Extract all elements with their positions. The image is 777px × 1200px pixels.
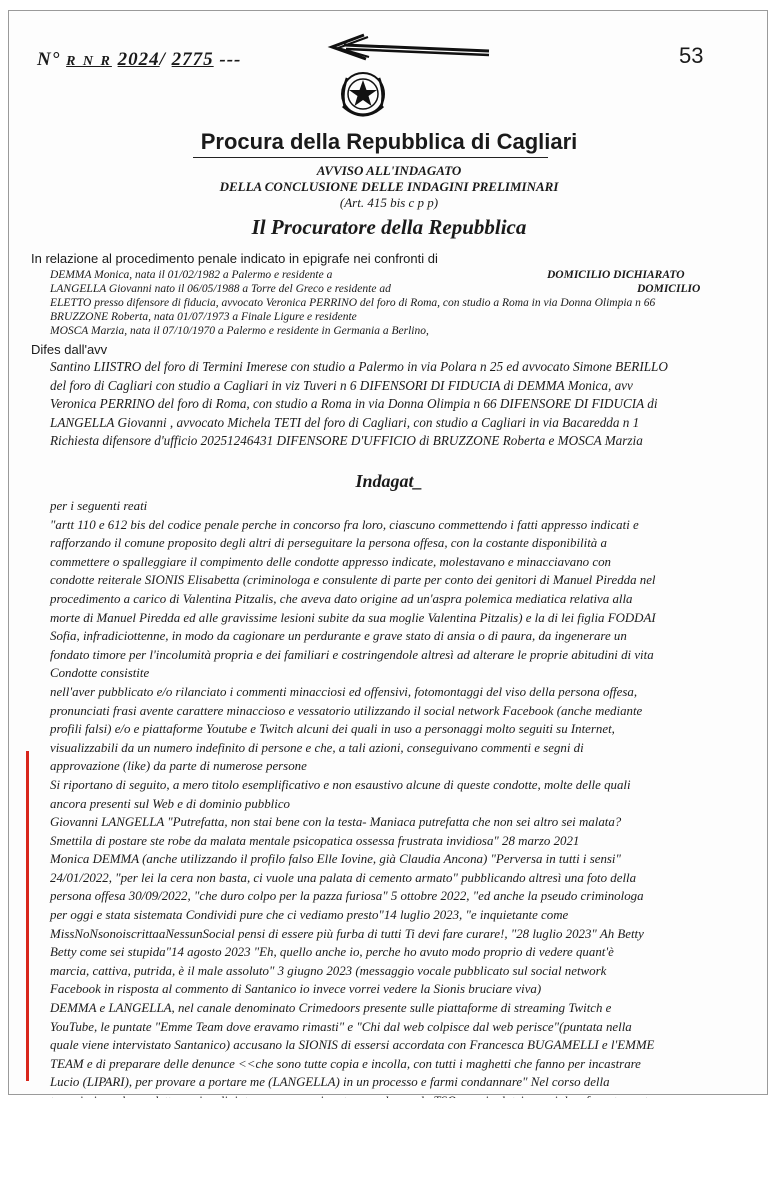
defenders-line: Richiesta difensore d'ufficio 20251246431 DIFENSORE D'UFFICIO di BRUZZONE Roberta e MOSCA Marzia bbox=[50, 433, 643, 449]
charges-line: Sofia, infradiciottenne, in modo da cagionare un perdurante e grave stato di ansia o di paura, da ingenerare un bbox=[50, 629, 627, 644]
charges-line: profili falsi) e/o e piattaforme Youtube e Twitch alcuni dei quali in uso a personaggi molto seguiti su Internet, bbox=[50, 722, 615, 737]
charges-line: TEAM e di preparare delle denunce <<che sono tutte copia e incolla, con tutti i maghetti che fanno per incastrare bbox=[50, 1056, 641, 1071]
charges-line: persona offesa 30/09/2022, "che duro colpo per la pazza furiosa" 5 ottobre 2022, "ed anche la pseudo criminologa bbox=[50, 889, 644, 904]
charges-line: quale viene intervistato Santanico) accusano la SIONIS di essersi accordata con Francesca BUGAMELLI e l'EMME bbox=[50, 1038, 655, 1053]
charges-line: approvazione (like) da parte di numerose persone bbox=[50, 759, 307, 774]
protocol-year: 2024 bbox=[117, 49, 160, 70]
charges-line: condotte reiterale SIONIS Elisabetta (criminologa e consulente di parte per conto dei genitori di Manuel Piredda nel bbox=[50, 573, 656, 588]
defenders-line: Santino LIISTRO del foro di Termini Imerese con studio a Palermo in via Polara n 25 ed avvocato Simone BERILLO bbox=[50, 359, 668, 374]
charges-line: fondato timore per l'incolumità propria e dei familiari e costringendole altresì ad alterare le proprie abitudini di vita bbox=[50, 647, 654, 662]
defenders-line: Veronica PERRINO del foro di Roma, con studio a Roma in via Donna Olimpia n 66 DIFENSORE DI FIDUCIA di bbox=[50, 396, 658, 412]
charges-line: morte di Manuel Piredda ed alle gravissime lesioni subite da sua moglie Valentina Pitzalis) e la di lei figlia FODDAI bbox=[50, 610, 656, 625]
defenders-block bbox=[50, 358, 740, 451]
notice-line-2: DELLA CONCLUSIONE DELLE INDAGINI PRELIMINARI bbox=[219, 179, 559, 194]
indagati-heading: Indagat_ bbox=[355, 471, 423, 491]
charges-line: Smettila di postare ste robe da malata mentale psicopatica ossessa frustrata invidiosa" 28 marzo 2021 bbox=[50, 833, 580, 848]
notice-line-3: (Art. 415 bis c p p) bbox=[339, 195, 439, 210]
charges-line: rafforzando il comune proposito degli altri di perseguitare la persona offesa, con la costante disponibilità a bbox=[50, 536, 607, 551]
charges-line: Condotte consistite bbox=[50, 666, 150, 681]
charges-line: nell'aver pubblicato e/o rilanciato i commenti minacciosi ed offensivi, fotomontaggi del viso della persona offesa, bbox=[50, 684, 638, 699]
charges-line: 24/01/2022, "per lei la cera non basta, ci vuole una palata di cemento armato" pubblicando altresì una foto della bbox=[50, 870, 637, 885]
charges-line: per i seguenti reati bbox=[50, 499, 148, 513]
office-title: Procura della Repubblica di Cagliari bbox=[200, 129, 578, 154]
handwritten-arrow-icon bbox=[324, 31, 494, 71]
defenders-label: Difes dall'avv bbox=[31, 342, 108, 357]
charges-line: procedimento a carico di Valentina Pitzalis, che aveva dato origine ad un'aspra polemica mediatica relativa alla bbox=[50, 591, 633, 606]
page-number: 53 bbox=[679, 43, 704, 68]
party-line: ELETTO presso difensore di fiducia, avvocato Veronica PERRINO del foro di Roma, con studio a Roma in via Donna Olimpia n 66 bbox=[50, 297, 656, 309]
charges-line: MissNoNsonoiscrittaaNessunSocial pensi di essere più furba di tutti Ti devi fare curare!, "28 luglio 2023" Ah Betty bbox=[50, 926, 644, 941]
charges-line: ancora presenti sul Web e di dominio pubblico bbox=[50, 796, 291, 811]
protocol-number bbox=[37, 49, 241, 71]
charges-line: DEMMA e LANGELLA, nel canale denominato Crimedoors presente sulle piattaforme di streaming Twitch e bbox=[50, 1001, 612, 1016]
defenders-line: del foro di Cagliari con studio a Cagliari in viz Tuveri n 6 DIFENSORI DI FIDUCIA di DEMMA Monica, avv bbox=[50, 377, 633, 393]
party-line: BRUZZONE Roberta, nata 01/07/1973 a Finale Ligure e residente bbox=[50, 311, 357, 323]
charges-line: YouTube, le puntate "Emme Team dove eravamo rimasti" e "Chi dal web colpisce dal web perisce"(puntata nella bbox=[50, 1019, 632, 1034]
charges-line: Lucio (LIPARI), per provare a portare me (LANGELLA) in un processo e farmi condannare" Nel corso della bbox=[50, 1075, 610, 1090]
charges-line: "artt 110 e 612 bis del codice penale perche in concorso fra loro, ciascuno commettendo i fatti appresso indicati e bbox=[50, 517, 639, 532]
italian-republic-emblem-icon bbox=[337, 66, 389, 124]
party-line: DEMMA Monica, nata il 01/02/1982 a Palermo e residente a bbox=[50, 269, 333, 281]
charges-block bbox=[50, 497, 740, 1129]
charges-line: Giovanni LANGELLA "Putrefatta, non stai bene con la testa- Maniaca putrefatta che non sei altro sei malata? bbox=[50, 815, 622, 830]
document-page bbox=[8, 10, 768, 1095]
red-margin-mark bbox=[26, 751, 29, 1081]
party-domicile: DOMICILIO bbox=[637, 283, 701, 295]
party-line: MOSCA Marzia, nata il 07/10/1970 a Palermo e residente in Germania a Berlino, bbox=[50, 325, 429, 337]
protocol-dashes: --- bbox=[219, 49, 242, 70]
protocol-rnr: R N R bbox=[66, 54, 112, 69]
party-line: LANGELLA Giovanni nato il 06/05/1988 a Torre del Greco e residente ad bbox=[50, 283, 391, 295]
party-domicile: DOMICILIO DICHIARATO bbox=[547, 269, 685, 281]
procuratore-heading: Il Procuratore della Repubblica bbox=[251, 215, 527, 239]
intro-text: In relazione al procedimento penale indicato in epigrafe nei confronti di bbox=[31, 251, 438, 266]
charges-line: visualizzabili da un numero indefinito di persone e che, a tali azioni, conseguivano commenti e segni di bbox=[50, 740, 584, 755]
charges-line: Betty come sei stupida"14 agosto 2023 "Eh, quello anche io, perche ho avuto modo proprio di vedere quant'è bbox=[50, 945, 614, 960]
charges-line: per oggi e stata sistemata Condividi pure che ci vediamo presto"14 luglio 2023, "e inquietante come bbox=[50, 908, 569, 923]
page-bottom-margin bbox=[0, 1098, 777, 1200]
notice-line-1: AVVISO ALL'INDAGATO bbox=[316, 163, 462, 178]
charges-line: commettere o spalleggiare il compimento delle condotte appresso indicate, molestavano e minacciavano con bbox=[50, 554, 611, 569]
charges-line: Si riportano di seguito, a mero titolo esemplificativo e non esaustivo alcune di queste condotte, molte delle quali bbox=[50, 777, 631, 792]
charges-line: Monica DEMMA (anche utilizzando il profilo falso Elle Iovine, già Claudia Ancona) "Perversa in tutti i sensi" bbox=[50, 852, 621, 867]
charges-line: marcia, cattiva, putrida, è il male assoluto" 3 giugno 2023 (messaggio vocale pubblicato sul social network bbox=[50, 963, 607, 978]
protocol-number-value: 2775 bbox=[171, 49, 214, 70]
defenders-line: LANGELLA Giovanni , avvocato Michela TETI del foro di Cagliari, con studio a Cagliari in via Bacaredda n 1 bbox=[50, 414, 640, 430]
protocol-prefix: N° bbox=[37, 49, 61, 70]
charges-line: Facebook in risposta al commento di Santanico io invece vorrei vedere la Sionis bruciare viva) bbox=[50, 982, 542, 997]
title-underline bbox=[193, 157, 548, 158]
protocol-slash: / bbox=[159, 49, 166, 70]
charges-line: pronunciati frasi avente carattere minaccioso e vessatorio utilizzando il social network Facebook (anche mediante bbox=[50, 703, 643, 718]
